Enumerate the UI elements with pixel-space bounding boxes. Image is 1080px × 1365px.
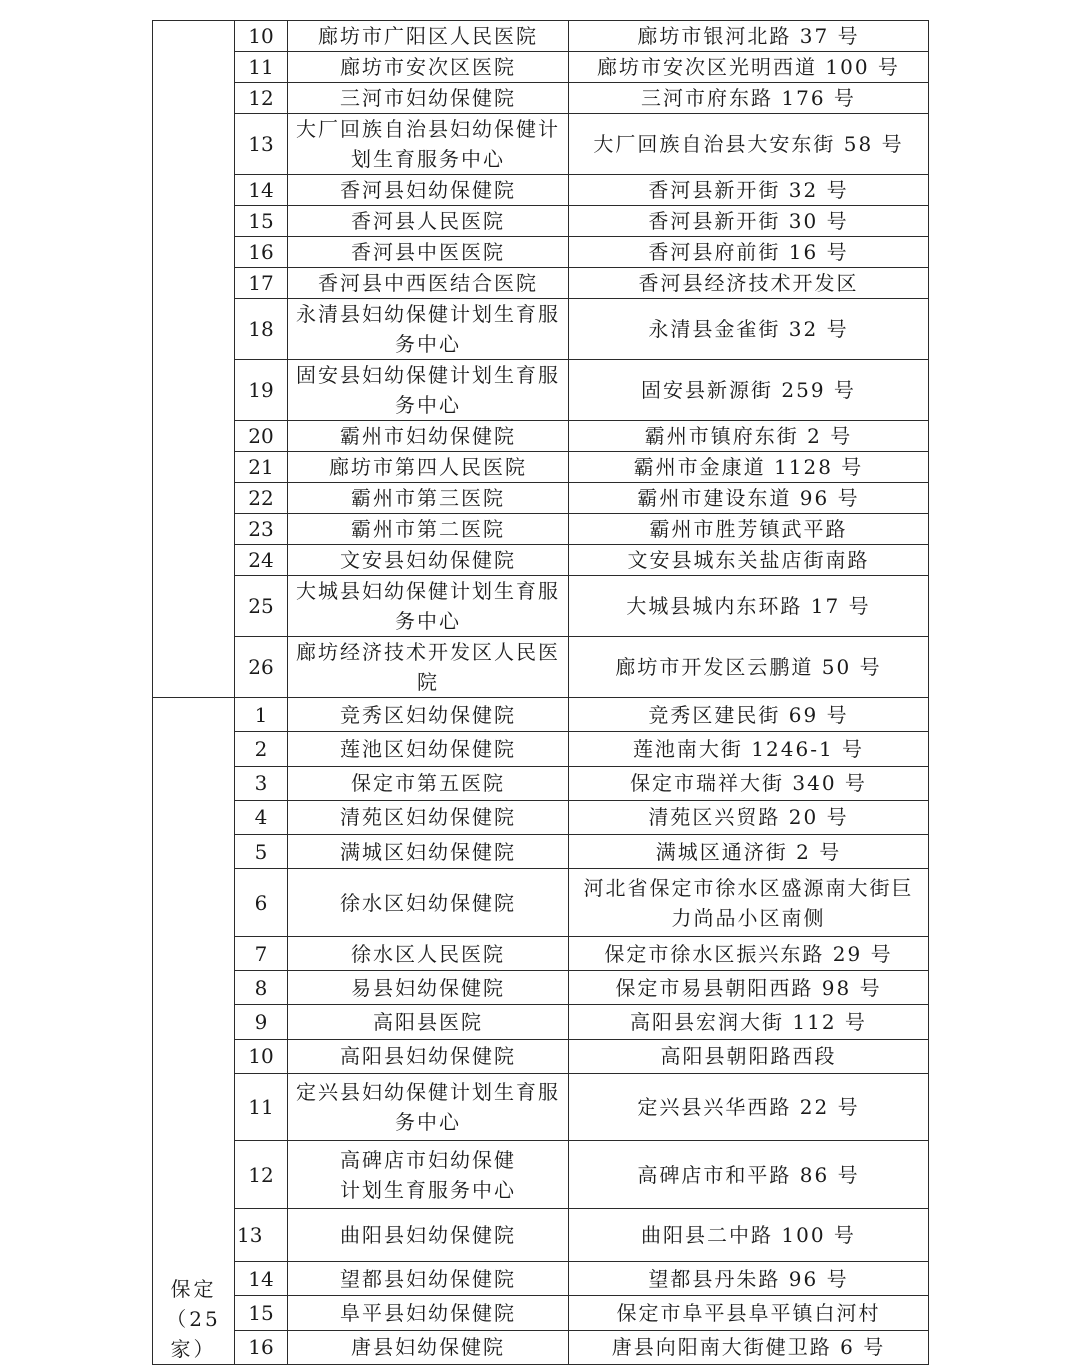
- table-row: [153, 52, 929, 83]
- hospital-name: 徐水区人民医院: [288, 936, 569, 970]
- hospital-address: 香河县新开街 32 号: [569, 175, 929, 206]
- row-number: 9: [235, 1005, 288, 1039]
- table-row: [153, 299, 929, 360]
- hospital-address: 莲池南大街 1246-1 号: [569, 732, 929, 766]
- table-row: [153, 1039, 929, 1073]
- table-row: [153, 237, 929, 268]
- row-number: 12: [235, 83, 288, 114]
- hospital-name: 定兴县妇幼保健计划生育服务中心: [288, 1074, 569, 1141]
- table-row: [153, 1141, 929, 1208]
- table-row: [153, 360, 929, 421]
- row-number: 19: [235, 360, 288, 421]
- table-row: [153, 698, 929, 732]
- hospital-name: 莲池区妇幼保健院: [288, 732, 569, 766]
- row-number: 15: [235, 1296, 288, 1330]
- hospital-name: 高阳县妇幼保健院: [288, 1039, 569, 1073]
- row-number: 6: [235, 869, 288, 936]
- hospital-address: 清苑区兴贸路 20 号: [569, 800, 929, 834]
- hospital-name: 香河县中医医院: [288, 237, 569, 268]
- row-number: 17: [235, 268, 288, 299]
- hospital-name: 廊坊市第四人民医院: [288, 452, 569, 483]
- table-row: [153, 514, 929, 545]
- hospital-name: 高阳县医院: [288, 1005, 569, 1039]
- table-row: [153, 766, 929, 800]
- hospital-address: 廊坊市银河北路 37 号: [569, 21, 929, 52]
- hospital-address: 三河市府东路 176 号: [569, 83, 929, 114]
- hospital-name: 永清县妇幼保健计划生育服务中心: [288, 299, 569, 360]
- hospital-name: 阜平县妇幼保健院: [288, 1296, 569, 1330]
- table-row: [153, 483, 929, 514]
- row-number: 5: [235, 835, 288, 869]
- hospital-name: 香河县人民医院: [288, 206, 569, 237]
- hospital-name: 文安县妇幼保健院: [288, 545, 569, 576]
- hospital-name: 徐水区妇幼保健院: [288, 869, 569, 936]
- hospital-address: 高碑店市和平路 86 号: [569, 1141, 929, 1208]
- hospital-name: 清苑区妇幼保健院: [288, 800, 569, 834]
- table-row: [153, 800, 929, 834]
- row-number: 4: [235, 800, 288, 834]
- table-row: [153, 545, 929, 576]
- hospital-address: 望都县丹朱路 96 号: [569, 1262, 929, 1296]
- hospital-name: 大城县妇幼保健计划生育服务中心: [288, 576, 569, 637]
- hospital-address: 曲阳县二中路 100 号: [569, 1208, 929, 1261]
- hospital-name: 香河县妇幼保健院: [288, 175, 569, 206]
- row-number: 11: [235, 52, 288, 83]
- table-row: [153, 971, 929, 1005]
- hospital-address: 保定市徐水区振兴东路 29 号: [569, 936, 929, 970]
- region-cell: [153, 698, 235, 1365]
- hospital-name: 霸州市第三医院: [288, 483, 569, 514]
- row-number: 15: [235, 206, 288, 237]
- hospital-address: 大城县城内东环路 17 号: [569, 576, 929, 637]
- table-row: [153, 1005, 929, 1039]
- row-number: 10: [235, 1039, 288, 1073]
- row-number: 3: [235, 766, 288, 800]
- hospital-address: 满城区通济街 2 号: [569, 835, 929, 869]
- hospital-name: 竞秀区妇幼保健院: [288, 698, 569, 732]
- hospital-name: 曲阳县妇幼保健院: [288, 1208, 569, 1261]
- table-row: [153, 576, 929, 637]
- hospital-address: 唐县向阳南大街健卫路 6 号: [569, 1330, 929, 1364]
- row-number: 16: [235, 1330, 288, 1364]
- table-row: [153, 21, 929, 52]
- hospital-address: 定兴县兴华西路 22 号: [569, 1074, 929, 1141]
- hospital-name: 香河县中西医结合医院: [288, 268, 569, 299]
- row-number: 2: [235, 732, 288, 766]
- row-number: 8: [235, 971, 288, 1005]
- hospital-list-document: [152, 20, 928, 1365]
- hospital-address: 保定市阜平县阜平镇白河村: [569, 1296, 929, 1330]
- row-number: 10: [235, 21, 288, 52]
- hospital-address: 香河县新开街 30 号: [569, 206, 929, 237]
- table-row: [153, 83, 929, 114]
- hospital-address: 香河县经济技术开发区: [569, 268, 929, 299]
- hospital-address: 霸州市建设东道 96 号: [569, 483, 929, 514]
- table-row: [153, 452, 929, 483]
- hospital-address: 廊坊市开发区云鹏道 50 号: [569, 637, 929, 698]
- hospital-address: 霸州市金康道 1128 号: [569, 452, 929, 483]
- table-row: [153, 1074, 929, 1141]
- hospital-name: 三河市妇幼保健院: [288, 83, 569, 114]
- table-row: [153, 936, 929, 970]
- hospital-table: [152, 20, 929, 1365]
- hospital-name: 廊坊市安次区医院: [288, 52, 569, 83]
- row-number: 12: [235, 1141, 288, 1208]
- table-row: [153, 732, 929, 766]
- table-row: [153, 1330, 929, 1364]
- table-row: [153, 1296, 929, 1330]
- hospital-name: 唐县妇幼保健院: [288, 1330, 569, 1364]
- table-row: [153, 175, 929, 206]
- table-row: [153, 637, 929, 698]
- table-row: [153, 421, 929, 452]
- hospital-address: 河北省保定市徐水区盛源南大街巨力尚品小区南侧: [569, 869, 929, 936]
- hospital-name: 易县妇幼保健院: [288, 971, 569, 1005]
- row-number: 7: [235, 936, 288, 970]
- row-number: 20: [235, 421, 288, 452]
- row-number: 16: [235, 237, 288, 268]
- row-number: 24: [235, 545, 288, 576]
- hospital-address: 高阳县朝阳路西段: [569, 1039, 929, 1073]
- hospital-name: 霸州市第二医院: [288, 514, 569, 545]
- region-cell: [153, 21, 235, 698]
- row-number: 11: [235, 1074, 288, 1141]
- hospital-address: 保定市易县朝阳西路 98 号: [569, 971, 929, 1005]
- row-number: 26: [235, 637, 288, 698]
- table-row: [153, 1208, 929, 1261]
- table-row: [153, 835, 929, 869]
- hospital-name: 大厂回族自治县妇幼保健计划生育服务中心: [288, 114, 569, 175]
- row-number: 23: [235, 514, 288, 545]
- hospital-address: 廊坊市安次区光明西道 100 号: [569, 52, 929, 83]
- table-row: [153, 114, 929, 175]
- row-number: 25: [235, 576, 288, 637]
- hospital-address: 高阳县宏润大街 112 号: [569, 1005, 929, 1039]
- hospital-address: 固安县新源街 259 号: [569, 360, 929, 421]
- hospital-name: 廊坊市广阳区人民医院: [288, 21, 569, 52]
- hospital-name: 高碑店市妇幼保健 计划生育服务中心: [288, 1141, 569, 1208]
- region-name: 保定: [170, 1277, 217, 1301]
- row-number: 13: [235, 1208, 288, 1261]
- region-count: （25 家）: [166, 1307, 221, 1361]
- hospital-address: 霸州市胜芳镇武平路: [569, 514, 929, 545]
- hospital-address: 文安县城东关盐店街南路: [569, 545, 929, 576]
- hospital-name: 固安县妇幼保健计划生育服务中心: [288, 360, 569, 421]
- row-number: 14: [235, 1262, 288, 1296]
- row-number: 1: [235, 698, 288, 732]
- row-number: 21: [235, 452, 288, 483]
- hospital-name: 廊坊经济技术开发区人民医院: [288, 637, 569, 698]
- row-number: 18: [235, 299, 288, 360]
- hospital-address: 永清县金雀街 32 号: [569, 299, 929, 360]
- row-number: 13: [235, 114, 288, 175]
- hospital-address: 香河县府前街 16 号: [569, 237, 929, 268]
- hospital-address: 保定市瑞祥大街 340 号: [569, 766, 929, 800]
- row-number: 14: [235, 175, 288, 206]
- hospital-name: 霸州市妇幼保健院: [288, 421, 569, 452]
- table-row: [153, 1262, 929, 1296]
- hospital-address: 竞秀区建民街 69 号: [569, 698, 929, 732]
- hospital-name: 望都县妇幼保健院: [288, 1262, 569, 1296]
- hospital-name: 保定市第五医院: [288, 766, 569, 800]
- table-row: [153, 268, 929, 299]
- row-number: 22: [235, 483, 288, 514]
- hospital-address: 霸州市镇府东街 2 号: [569, 421, 929, 452]
- table-row: [153, 206, 929, 237]
- table-row: [153, 869, 929, 936]
- hospital-name: 满城区妇幼保健院: [288, 835, 569, 869]
- hospital-address: 大厂回族自治县大安东街 58 号: [569, 114, 929, 175]
